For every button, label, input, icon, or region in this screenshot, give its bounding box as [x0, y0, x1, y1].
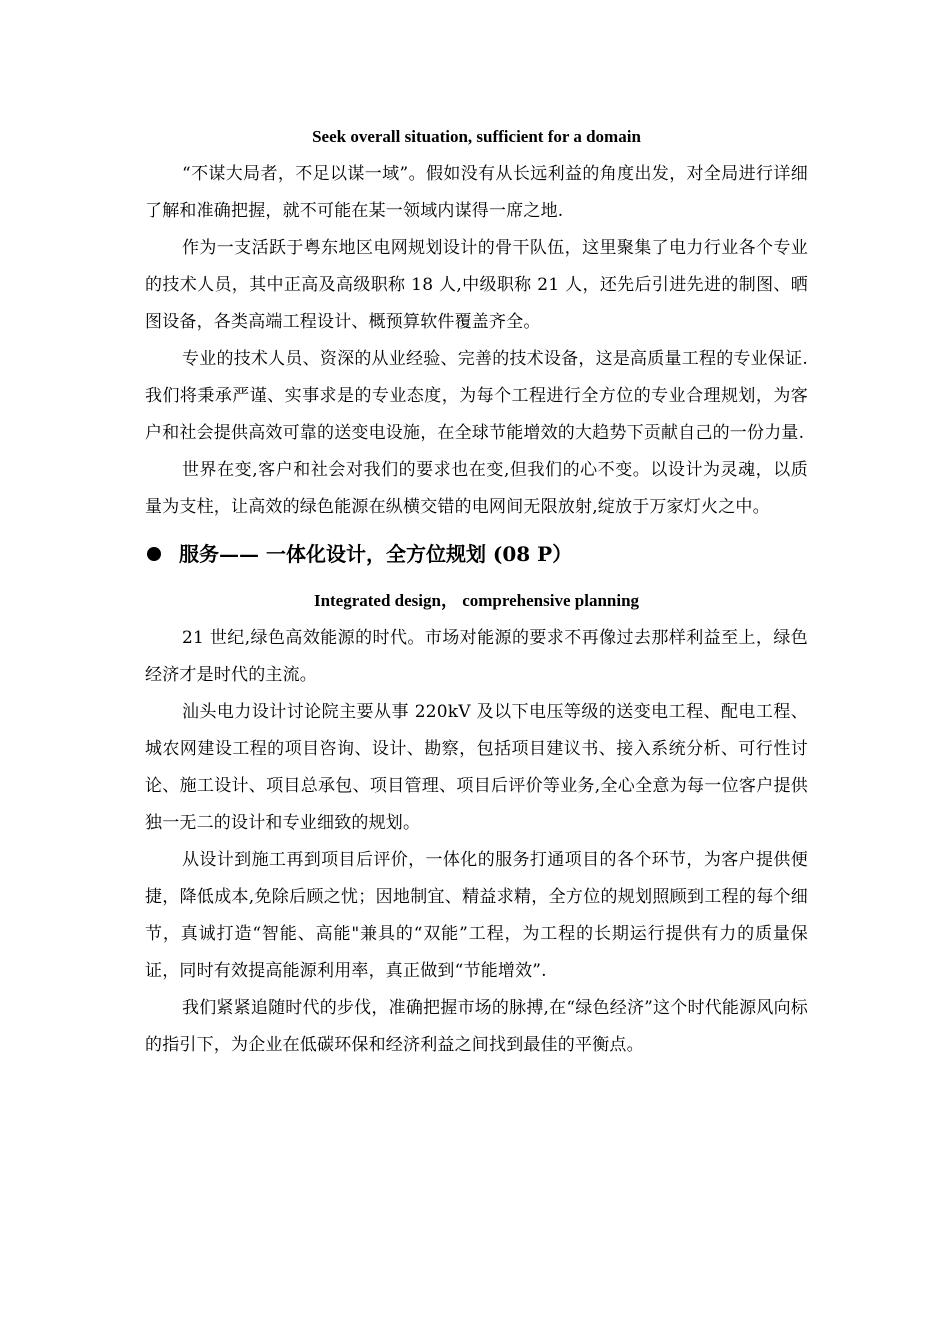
section1-subtitle: Seek overall situation, sufficient for a domain — [312, 127, 641, 146]
section1-paragraph: 作为一支活跃于粤东地区电网规划设计的骨干队伍，这里聚集了电力行业各个专业的技术人员，其中正高及高级职称 18 人,中级职称 21 人，还先后引进先进的制图、晒图设备，各类高端工程设计、概预算软件覆盖齐全。 — [145, 238, 808, 332]
section2-paragraph: 21 世纪,绿色高效能源的时代。市场对能源的要求不再像过去那样利益至上，绿色经济才是时代的主流。 — [145, 628, 808, 685]
section1-paragraph: “不谋大局者，不足以谋一域”。假如没有从长远利益的角度出发，对全局进行详细了解和准确把握，就不可能在某一领域内谋得一席之地. — [145, 164, 808, 221]
bullet-icon — [147, 547, 161, 561]
section2-paragraph: 我们紧紧追随时代的步伐，准确把握市场的脉搏,在“绿色经济”这个时代能源风向标的指引下，为企业在低碳环保和经济利益之间找到最佳的平衡点。 — [145, 998, 808, 1055]
section2-heading-text: 服务—— 一体化设计，全方位规划 (08 P） — [179, 542, 573, 566]
section2-paragraph: 汕头电力设计讨论院主要从事 220kV 及以下电压等级的送变电工程、配电工程、城农网建设工程的项目咨询、设计、勘察，包括项目建议书、接入系统分析、可行性讨论、施工设计、项目总承包、项目管理、项目后评价等业务,全心全意为每一位客户提供独一无二的设计和专业细致的规划。 — [145, 702, 808, 833]
section2-subtitle: Integrated design， comprehensive planning — [313, 591, 640, 610]
document-page — [145, 118, 808, 1064]
section1-paragraph: 世界在变,客户和社会对我们的要求也在变,但我们的心不变。以设计为灵魂，以质量为支柱，让高效的绿色能源在纵横交错的电网间无限放射,绽放于万家灯火之中。 — [145, 460, 808, 517]
section2-paragraph: 从设计到施工再到项目后评价，一体化的服务打通项目的各个环节，为客户提供便捷，降低成本,免除后顾之忧；因地制宜、精益求精，全方位的规划照顾到工程的每个细节，真诚打造“智能、高能"兼具的“双能”工程，为工程的长期运行提供有力的质量保证，同时有效提高能源利用率，真正做到“节能增效”. — [145, 850, 808, 981]
section2-heading — [145, 526, 808, 582]
section1-paragraph: 专业的技术人员、资深的从业经验、完善的技术设备，这是高质量工程的专业保证. 我们将秉承严谨、实事求是的专业态度，为每个工程进行全方位的专业合理规划，为客户和社会提供高效可靠的送变电设施，在全球节能增效的大趋势下贡献自己的一份力量. — [145, 349, 808, 443]
